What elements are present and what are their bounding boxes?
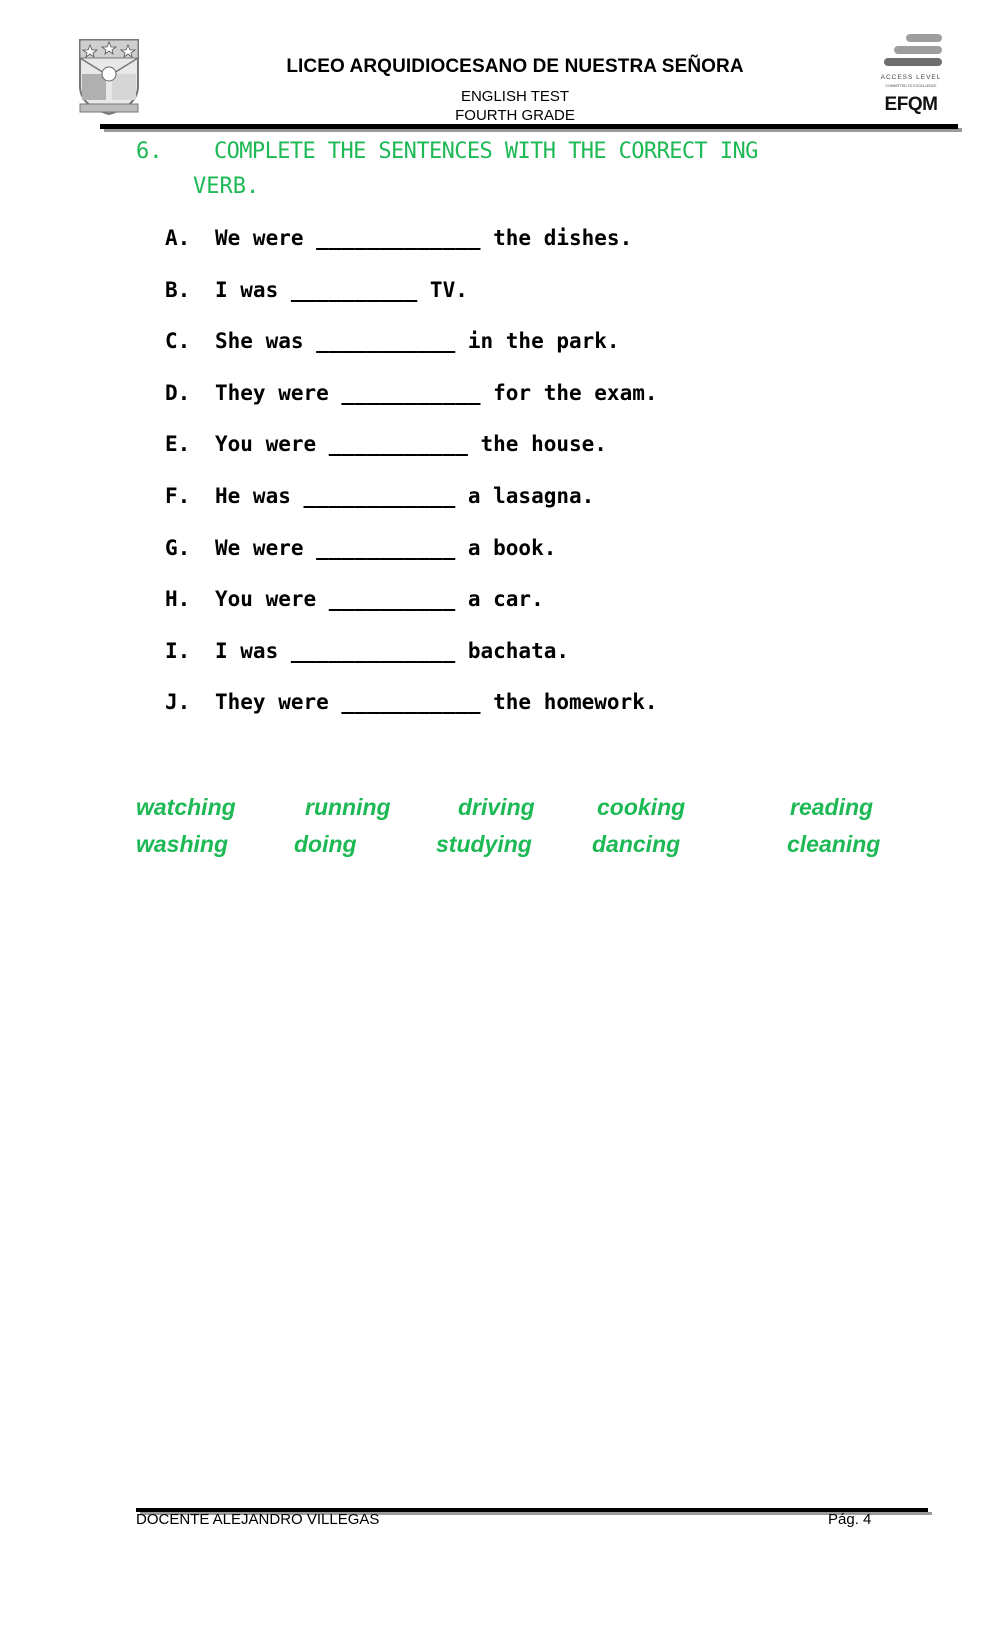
sentence-d bbox=[165, 381, 658, 405]
word-bank-item: doing bbox=[294, 831, 357, 857]
sentence-letter: D. bbox=[165, 381, 191, 405]
exercise-number: 6. bbox=[136, 139, 163, 164]
sentence-j bbox=[165, 690, 658, 714]
efqm-logo bbox=[880, 34, 942, 116]
sentence-text: I was __________ TV. bbox=[215, 278, 468, 302]
word-bank-item: washing bbox=[136, 831, 229, 857]
sentence-text: They were ___________ for the exam. bbox=[215, 381, 658, 405]
school-name: LICEO ARQUIDIOCESANO DE NUESTRA SEÑORA bbox=[286, 56, 744, 77]
word-bank-item: reading bbox=[790, 794, 874, 820]
sentence-letter: C. bbox=[165, 329, 191, 353]
sentence-text: They were ___________ the homework. bbox=[215, 690, 658, 714]
sentence-text: You were ___________ the house. bbox=[215, 432, 607, 456]
sentence-a bbox=[165, 226, 632, 250]
sentence-e bbox=[165, 432, 607, 456]
sentence-text: He was ____________ a lasagna. bbox=[215, 484, 595, 508]
footer-page-number: Pág. 4 bbox=[828, 1511, 872, 1528]
sentence-text: She was ___________ in the park. bbox=[215, 329, 620, 353]
sentence-letter: J. bbox=[165, 690, 191, 714]
sentence-letter: E. bbox=[165, 432, 191, 456]
word-bank-item: driving bbox=[458, 794, 535, 820]
school-crest-logo bbox=[76, 36, 142, 116]
instruction-line-1: COMPLETE THE SENTENCES WITH THE CORRECT ING bbox=[214, 139, 758, 164]
sentence-text: We were _____________ the dishes. bbox=[215, 226, 633, 250]
word-bank-item: studying bbox=[436, 831, 532, 857]
sentence-letter: G. bbox=[165, 536, 191, 560]
sentence-text: I was _____________ bachata. bbox=[215, 639, 570, 663]
sentence-f bbox=[165, 484, 594, 508]
efqm-slogan: COMMITTED TO EXCELLENCE bbox=[885, 84, 937, 88]
efqm-brand: EFQM bbox=[884, 94, 938, 115]
sentence-h bbox=[165, 587, 544, 611]
sentence-text: You were __________ a car. bbox=[215, 587, 544, 611]
test-title: ENGLISH TEST bbox=[460, 88, 570, 105]
sentence-text: We were ___________ a book. bbox=[215, 536, 557, 560]
efqm-tagline: ACCESS LEVEL bbox=[880, 74, 942, 81]
word-bank-item: running bbox=[305, 794, 391, 820]
header-divider bbox=[100, 124, 958, 129]
sentence-letter: F. bbox=[165, 484, 191, 508]
grade-label: FOURTH GRADE bbox=[455, 107, 575, 124]
sentence-c bbox=[165, 329, 620, 353]
footer-teacher: DOCENTE ALEJANDRO VILLEGAS bbox=[136, 1511, 380, 1528]
word-bank-item: cleaning bbox=[787, 831, 881, 857]
word-bank-item: dancing bbox=[592, 831, 681, 857]
sentence-letter: H. bbox=[165, 587, 191, 611]
sentence-g bbox=[165, 536, 556, 560]
word-bank-item: watching bbox=[136, 794, 236, 820]
sentence-letter: B. bbox=[165, 278, 191, 302]
sentence-letter: I. bbox=[165, 639, 191, 663]
sentence-i bbox=[165, 639, 569, 663]
sentence-b bbox=[165, 278, 468, 302]
sentence-letter: A. bbox=[165, 226, 191, 250]
word-bank-item: cooking bbox=[597, 794, 686, 820]
instruction-line-2: VERB. bbox=[193, 174, 260, 199]
